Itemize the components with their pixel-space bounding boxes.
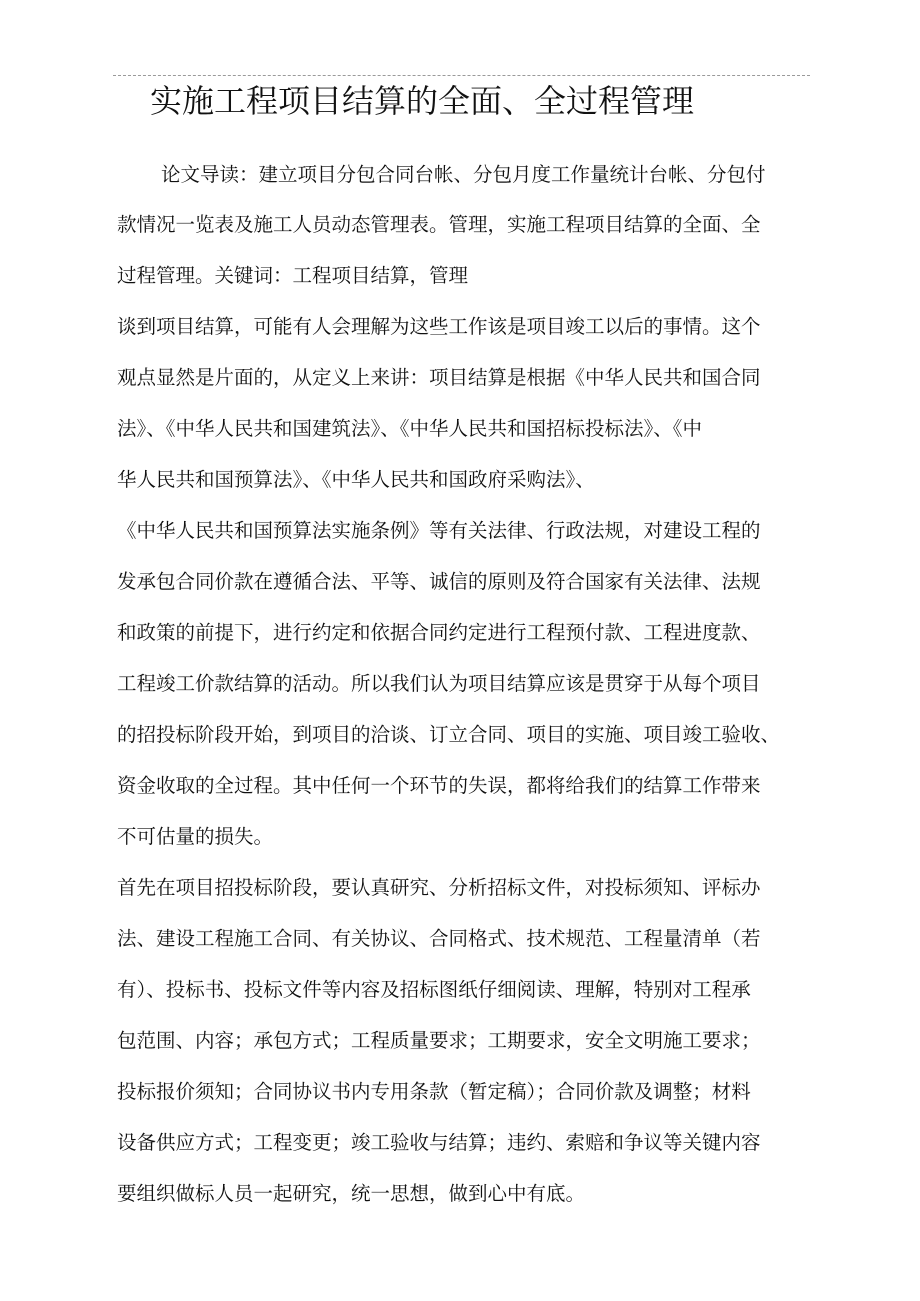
abstract-line: 论文导读：建立项目分包合同台帐、分包月度工作量统计台帐、分包付: [161, 163, 766, 186]
body-line: 要组织做标人员一起研究，统一思想，做到心中有底。: [117, 1182, 586, 1205]
body-line: 的招投标阶段开始，到项目的洽谈、订立合同、项目的实施、项目竣工验收、: [117, 723, 781, 746]
body-line: 首先在项目招投标阶段，要认真研究、分析招标文件，对投标须知、评标办: [117, 876, 761, 899]
document-title: 实施工程项目结算的全面、全过程管理: [150, 82, 695, 120]
body-line: 资金收取的全过程。其中任何一个环节的失误，都将给我们的结算工作带来: [117, 774, 761, 797]
abstract-line: 款情况一览表及施工人员动态管理表。管理，实施工程项目结算的全面、全: [117, 213, 761, 236]
abstract-line: 过程管理。关键词：工程项目结算，管理: [117, 264, 469, 287]
body-line: 工程竣工价款结算的活动。所以我们认为项目结算应该是贯穿于从每个项目: [117, 672, 761, 695]
body-line: 包范围、内容；承包方式；工程质量要求；工期要求，安全文明施工要求；: [117, 1029, 761, 1052]
body-line: 投标报价须知；合同协议书内专用条款（暂定稿）；合同价款及调整；材料: [117, 1080, 751, 1103]
body-line: 华人民共和国预算法》、《中华人民共和国政府采购法》、: [117, 468, 595, 491]
body-line: 不可估量的损失。: [117, 825, 274, 848]
body-line: 法》、《中华人民共和国建筑法》、《中华人民共和国招标投标法》、《中: [117, 417, 703, 440]
body-line: 有）、投标书、投标文件等内容及招标图纸仔细阅读、理解，特别对工程承: [117, 978, 751, 1001]
body-line: 谈到项目结算，可能有人会理解为这些工作该是项目竣工以后的事情。这个: [117, 315, 761, 338]
body-line: 设备供应方式；工程变更；竣工验收与结算；违约、索赔和争议等关键内容: [117, 1131, 761, 1154]
body-line: 观点显然是片面的，从定义上来讲：项目结算是根据《中华人民共和国合同: [117, 366, 761, 389]
body-line: 《中华人民共和国预算法实施条例》等有关法律、行政法规，对建设工程的: [117, 519, 761, 542]
body-line: 法、建设工程施工合同、有关协议、合同格式、技术规范、工程量清单（若: [117, 927, 761, 950]
body-line: 发承包合同价款在遵循合法、平等、诚信的原则及符合国家有关法律、法规: [117, 570, 761, 593]
header-rule: [113, 75, 810, 76]
body-line: 和政策的前提下，进行约定和依据合同约定进行工程预付款、工程进度款、: [117, 621, 761, 644]
